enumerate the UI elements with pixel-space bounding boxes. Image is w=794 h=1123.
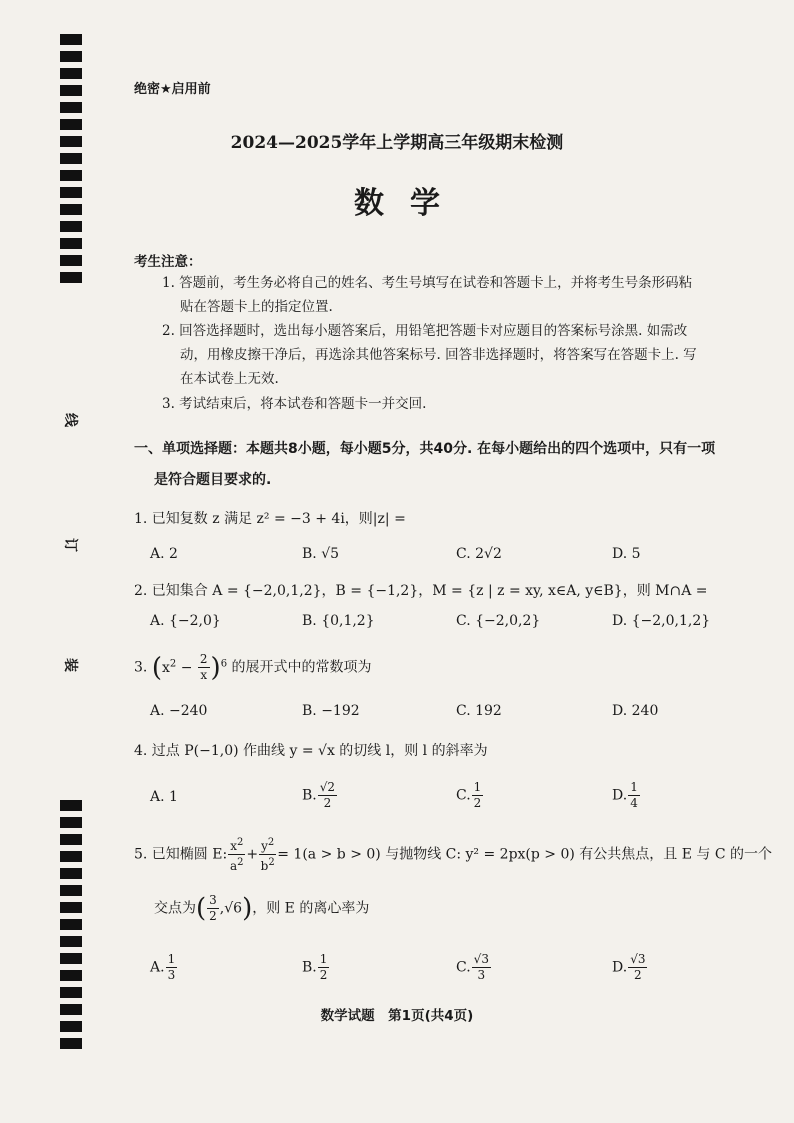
question-1-stem: 1. 已知复数 z 满足 z² = −3 + 4i，则|z| = [134, 511, 406, 527]
margin-label-bind: 订 [62, 538, 78, 552]
section-heading-cont: 是符合题目要求的. [154, 472, 272, 488]
question-5-stem: 5. 已知椭圆 E: $\frac{x^2}{a^2}$ + $\frac{y^2}{b^2}$ = 1(a > b > 0) 与抛物线 C: y² = 2px(p > 0) 有公共焦点，且 E 与 C 的一个 [134, 837, 773, 873]
q3-option-a: A. −240 [150, 703, 208, 719]
notice-item-3: 3. 考试结束后，将本试卷和答题卡一并交回. [162, 396, 427, 412]
q2-option-c: C. {−2,0,2} [456, 613, 541, 629]
q3-option-b: B. −192 [302, 703, 360, 719]
exam-title: 2024—2025学年上学期高三年级期末检测 [230, 133, 564, 153]
notice-item-1-cont: 贴在答题卡上的指定位置. [180, 299, 333, 315]
margin-label-line: 线 [62, 413, 78, 427]
q1-option-b: B. √5 [302, 546, 340, 562]
subject-title: 数学 [354, 186, 466, 221]
notice-item-1: 1. 答题前，考生务必将自己的姓名、考生号填写在试卷和答题卡上，并将考生号条形码粘 [162, 275, 693, 291]
notice-item-2: 2. 回答选择题时，选出每小题答案后，用铅笔把答题卡对应题目的答案标号涂黑. 如需改 [162, 323, 688, 339]
margin-label-pack: 装 [62, 658, 78, 672]
binding-stripes-top [60, 34, 82, 284]
q2-option-d: D. {−2,0,1,2} [612, 613, 711, 629]
q5-option-d: D. $\frac{√3}{2}$ [612, 952, 646, 982]
q4-option-a: A. 1 [150, 789, 178, 805]
question-4-stem: 4. 过点 P(−1,0) 作曲线 y = √x 的切线 l，则 l 的斜率为 [134, 743, 488, 759]
question-2-stem: 2. 已知集合 A = {−2,0,1,2}，B = {−1,2}，M = {z | z = xy, x∈A, y∈B}，则 M∩A = [134, 583, 708, 599]
binomial-expression: ($x^2$ − $\frac{2}{x}$ )$^6$ [151, 652, 228, 683]
q1-option-a: A. 2 [150, 546, 178, 562]
q2-option-b: B. {0,1,2} [302, 613, 375, 629]
q4-option-d: D. $\frac{1}{4}$ [612, 780, 638, 810]
notice-item-2-cont: 动，用橡皮擦干净后，再选涂其他答案标号. 回答非选择题时，将答案写在答题卡上. 写 [180, 347, 697, 363]
q1-option-d: D. 5 [612, 546, 641, 562]
q4-option-c: C. $\frac{1}{2}$ [456, 780, 482, 810]
q3-option-c: C. 192 [456, 703, 502, 719]
q5-option-b: B. $\frac{1}{2}$ [302, 952, 328, 982]
page-footer: 数学试题 第1页(共4页) [320, 1008, 474, 1024]
confidential-mark: 绝密★启用前 [134, 82, 211, 97]
section-heading: 一、单项选择题：本题共8小题，每小题5分，共40分. 在每小题给出的四个选项中，只有一项 [134, 441, 716, 457]
notice-heading: 考生注意： [134, 254, 202, 270]
q4-option-b: B. $\frac{√2}{2}$ [302, 780, 336, 810]
question-5-stem-cont: 交点为( $\frac{3}{2}$ ,√6)，则 E 的离心率为 [154, 893, 370, 924]
q1-option-c: C. 2√2 [456, 546, 502, 562]
question-3-stem: 3. ($x^2$ − $\frac{2}{x}$ )$^6$ 的展开式中的常数项为 [134, 652, 372, 683]
q5-option-a: A. $\frac{1}{3}$ [150, 952, 176, 982]
q2-option-a: A. {−2,0} [150, 613, 221, 629]
q5-option-c: C. $\frac{√3}{3}$ [456, 952, 489, 982]
notice-item-2-cont2: 在本试卷上无效. [180, 371, 279, 387]
q3-option-d: D. 240 [612, 703, 659, 719]
